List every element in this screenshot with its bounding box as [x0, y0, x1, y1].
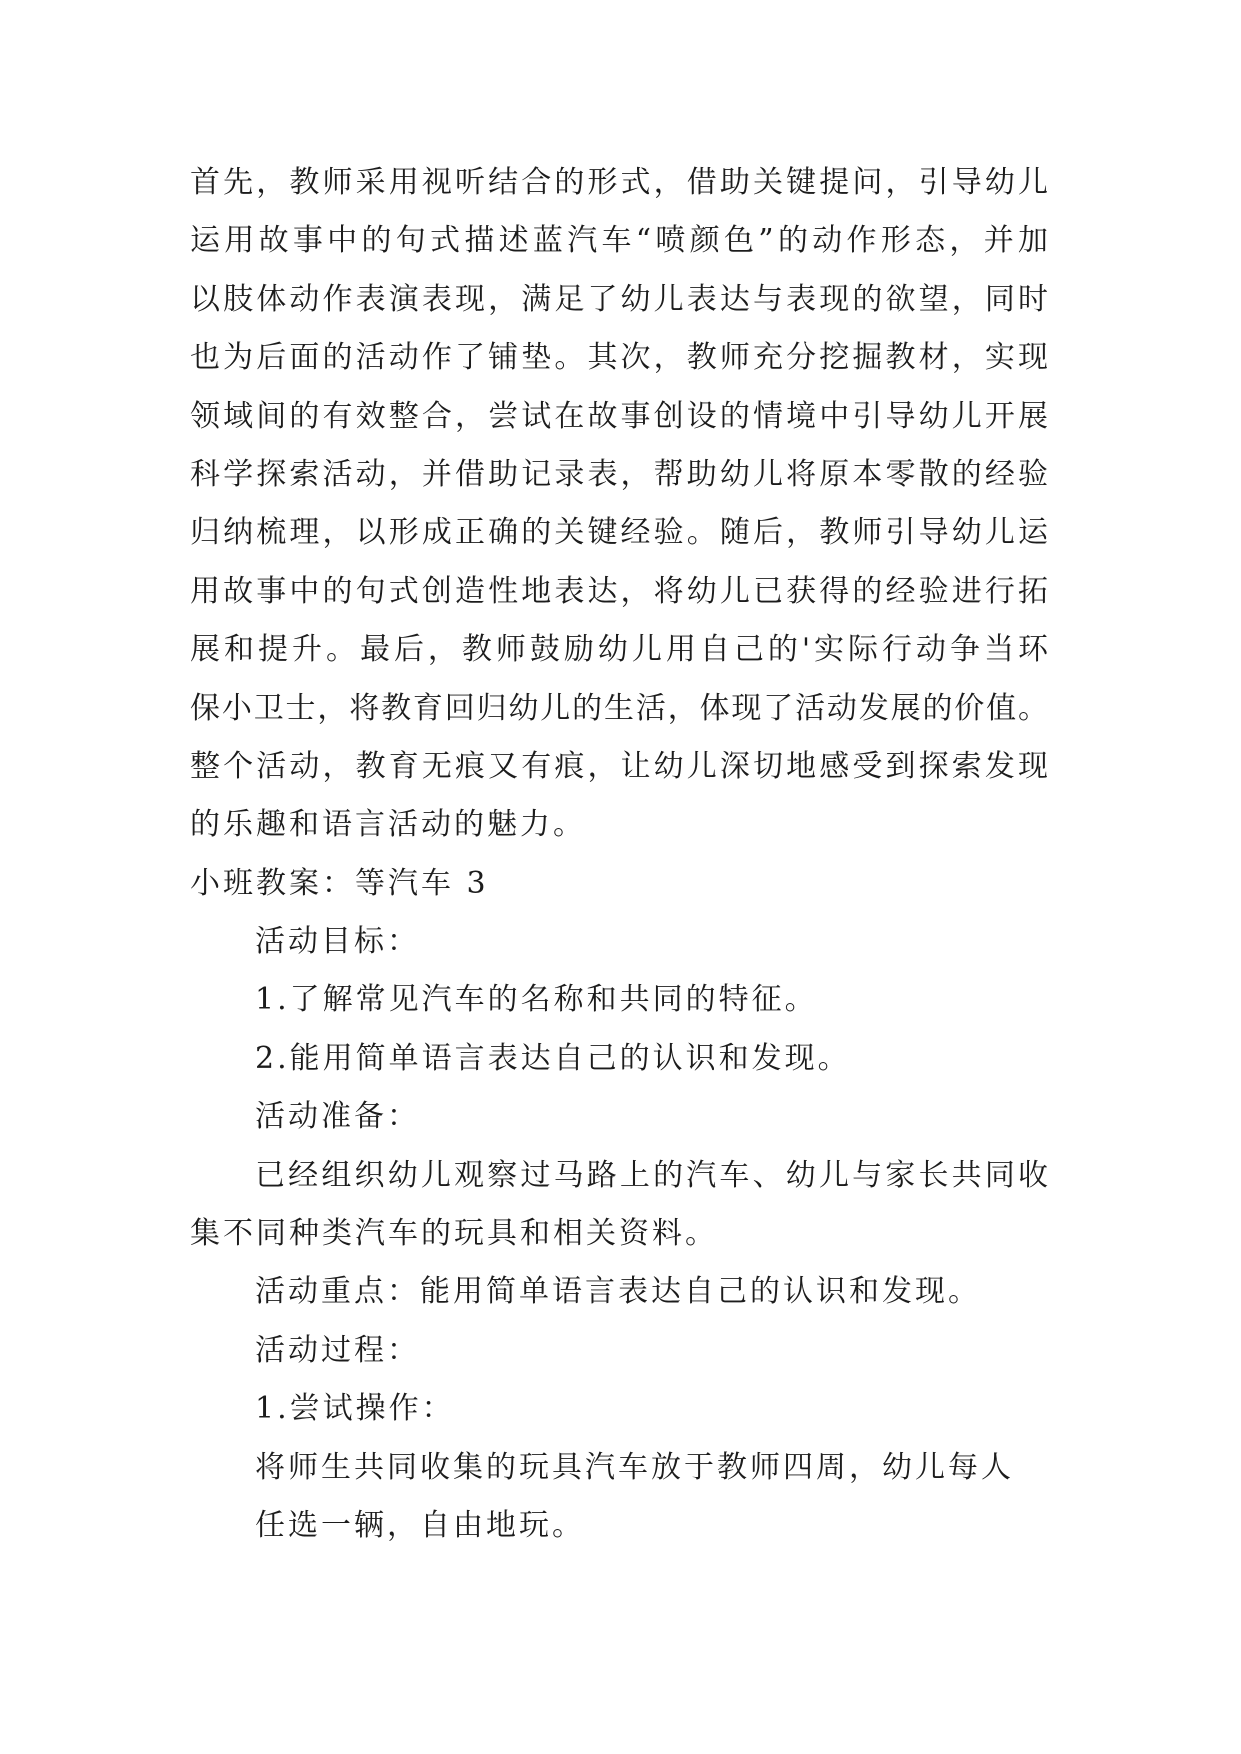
section-heading: 活动准备： — [255, 1099, 420, 1135]
reflection-paragraph — [190, 154, 1048, 855]
body-text-line: 任选一辆，自由地玩。 — [255, 1507, 585, 1543]
document-body — [190, 154, 1048, 1555]
body-text-line: 已经组织幼儿观察过马路上的汽车、幼儿与家长共同收 — [255, 1157, 1048, 1193]
body-text-line: 的乐趣和语言活动的魅力。 — [190, 807, 586, 843]
body-text-line: 用故事中的句式创造性地表达，将幼儿已获得的经验进行拓 — [190, 573, 1048, 609]
body-text-line: 也为后面的活动作了铺垫。其次，教师充分挖掘教材，实现 — [190, 340, 1048, 376]
section-heading: 活动过程： — [255, 1332, 420, 1368]
body-text-line: 集不同种类汽车的玩具和相关资料。 — [190, 1216, 718, 1252]
body-text-line: 整个活动，教育无痕又有痕，让幼儿深切地感受到探索发现 — [190, 748, 1048, 784]
body-text-line: 科学探索活动，并借助记录表，帮助幼儿将原本零散的经验 — [190, 456, 1048, 492]
body-text-line: 领域间的有效整合，尝试在故事创设的情境中引导幼儿开展 — [190, 398, 1048, 434]
body-text-line: 展和提升。最后，教师鼓励幼儿用自己的'实际行动争当环 — [190, 632, 1048, 668]
section-title: 小班教案：等汽车 3 — [190, 865, 489, 901]
goal-item: 1.了解常见汽车的名称和共同的特征。 — [255, 982, 818, 1018]
focus-line: 活动重点：能用简单语言表达自己的认识和发现。 — [255, 1274, 981, 1310]
body-text-line: 首先，教师采用视听结合的形式，借助关键提问，引导幼儿 — [190, 165, 1048, 200]
body-text-line: 保小卫士，将教育回归幼儿的生活，体现了活动发展的价值。 — [190, 690, 1048, 726]
goals-section — [190, 913, 1048, 1088]
section-heading: 活动目标： — [255, 924, 420, 960]
process-section — [190, 1322, 1048, 1556]
preparation-section — [190, 1088, 1048, 1263]
body-text-line: 将师生共同收集的玩具汽车放于教师四周，幼儿每人 — [255, 1449, 1014, 1485]
body-text-line: 以肢体动作表演表现，满足了幼儿表达与表现的欲望，同时 — [190, 281, 1048, 317]
step-title: 1.尝试操作： — [255, 1391, 455, 1427]
goal-item: 2.能用简单语言表达自己的认识和发现。 — [255, 1040, 851, 1076]
body-text-line: 运用故事中的句式描述蓝汽车“喷颜色”的动作形态，并加 — [190, 223, 1048, 259]
body-text-line: 归纳梳理，以形成正确的关键经验。随后，教师引导幼儿运 — [190, 515, 1048, 551]
